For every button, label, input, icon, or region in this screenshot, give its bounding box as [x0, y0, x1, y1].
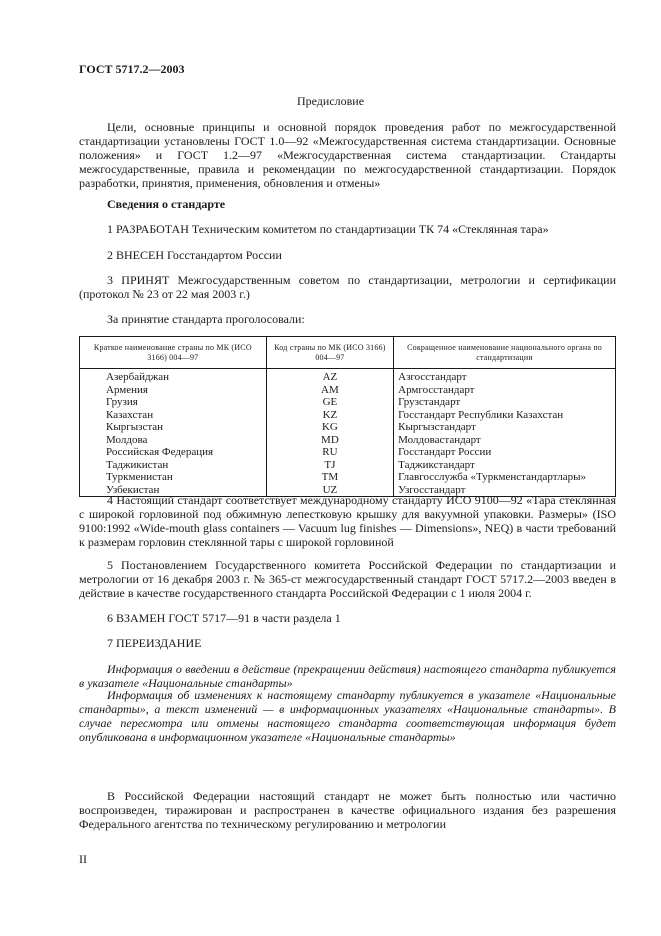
- column-header-country: Краткое наименование страны по МК (ИСО 3166) 004—97: [80, 337, 267, 369]
- note-changes: Информация об изменениях к настоящему стандарту публикуется в указателе «Национальные стандарты», а текст изменений — в информационных указателях «Национальные стандарты». В случае пересмотра или отмены настоящего стандарта соответствующая информация будет опубликована в информационном указателе «Национальные стандарты»: [79, 688, 616, 744]
- table-header-row: [80, 337, 616, 369]
- country-code: AZ: [266, 369, 393, 385]
- country-name: Туркменистан: [80, 472, 267, 485]
- item-5: 5 Постановлением Государственного комитета Российской Федерации по стандартизации и метрологии от 16 декабря 2003 г. № 365-ст межгосударственный стандарт ГОСТ 5717.2—2003 введен в действие в качестве государственного стандарта Российской Федерации с 1 июля 2004 г.: [79, 558, 616, 600]
- copyright-notice: В Российской Федерации настоящий стандарт не может быть полностью или частично воспроизведен, тиражирован и распространен в качестве официального издания без разрешения Федерального агентства по техническому регулированию и метрологии: [79, 789, 616, 831]
- table-row: [80, 459, 616, 472]
- country-code: KG: [266, 422, 393, 435]
- vote-intro: За принятие стандарта проголосовали:: [107, 312, 305, 326]
- column-header-code: Код страны по МК (ИСО 3166) 004—97: [266, 337, 393, 369]
- standards-body: Узгосстандарт: [394, 484, 616, 497]
- table-row: [80, 397, 616, 410]
- country-code: AM: [266, 384, 393, 397]
- table-row: [80, 384, 616, 397]
- country-code: UZ: [266, 484, 393, 497]
- info-item-3: 3 ПРИНЯТ Межгосударственным советом по стандартизации, метрологии и сертификации (протокол № 23 от 22 мая 2003 г.): [79, 273, 616, 301]
- country-name: Молдова: [80, 434, 267, 447]
- page-number: II: [79, 852, 87, 866]
- standards-body: Азгосстандарт: [394, 369, 616, 385]
- country-code: TJ: [266, 459, 393, 472]
- country-name: Грузия: [80, 397, 267, 410]
- country-name: Российская Федерация: [80, 447, 267, 460]
- info-item-1: 1 РАЗРАБОТАН Техническим комитетом по стандартизации ТК 74 «Стеклянная тара»: [107, 222, 549, 236]
- country-code: KZ: [266, 409, 393, 422]
- column-header-body: Сокращенное наименование национального органа по стандартизации: [394, 337, 616, 369]
- table-row: [80, 369, 616, 385]
- country-code: TM: [266, 472, 393, 485]
- country-code: RU: [266, 447, 393, 460]
- item-7: 7 ПЕРЕИЗДАНИЕ: [107, 636, 202, 650]
- standards-body: Грузстандарт: [394, 397, 616, 410]
- standards-body: Таджикстандарт: [394, 459, 616, 472]
- standards-body: Госстандарт России: [394, 447, 616, 460]
- info-item-2: 2 ВНЕСЕН Госстандартом России: [107, 248, 282, 262]
- country-code: MD: [266, 434, 393, 447]
- country-name: Таджикистан: [80, 459, 267, 472]
- country-name: Казахстан: [80, 409, 267, 422]
- standards-body: Армгосстандарт: [394, 384, 616, 397]
- table-row: [80, 434, 616, 447]
- table-row: [80, 472, 616, 485]
- table-row: [80, 409, 616, 422]
- foreword-intro: Цели, основные принципы и основной порядок проведения работ по межгосударственной стандартизации установлены ГОСТ 1.0—92 «Межгосударственная система стандартизации. Основные положения» и ГОСТ 1.2—97 «Межгосударственная система стандартизации. Стандарты межгосударственные, правила и рекомендации по межгосударственной стандартизации. Порядок разработки, принятия, применения, обновления и отмены»: [79, 120, 616, 190]
- country-name: Узбекистан: [80, 484, 267, 497]
- country-name: Кыргызстан: [80, 422, 267, 435]
- item-6: 6 ВЗАМЕН ГОСТ 5717—91 в части раздела 1: [107, 611, 341, 625]
- country-code: GE: [266, 397, 393, 410]
- foreword-title: Предисловие: [296, 94, 365, 108]
- table-row: [80, 447, 616, 460]
- voting-countries-table: [79, 336, 616, 497]
- country-name: Армения: [80, 384, 267, 397]
- item-4: 4 Настоящий стандарт соответствует международному стандарту ИСО 9100—92 «Тара стеклянная с широкой горловиной под обжимную лепестковую крышку для вакуумной упаковки. Размеры» (ISO 9100:1992 «Wide-mouth glass containers — Vacuum lug finishes — Dimensions», NEQ) в части требований к размерам горловин стеклянной тары с широкой горловиной: [79, 493, 616, 549]
- standards-body: Молдовастандарт: [394, 434, 616, 447]
- table-row: [80, 422, 616, 435]
- standards-body: Госстандарт Республики Казахстан: [394, 409, 616, 422]
- info-heading: Сведения о стандарте: [107, 197, 226, 211]
- standards-body: Главгосслужба «Туркменстандартлары»: [394, 472, 616, 485]
- country-name: Азербайджан: [80, 369, 267, 385]
- standards-body: Кыргызстандарт: [394, 422, 616, 435]
- note-introduction: Информация о введении в действие (прекращении действия) настоящего стандарта публикуется в указателе «Национальные стандарты»: [79, 662, 616, 690]
- standard-code-header: ГОСТ 5717.2—2003: [79, 62, 185, 76]
